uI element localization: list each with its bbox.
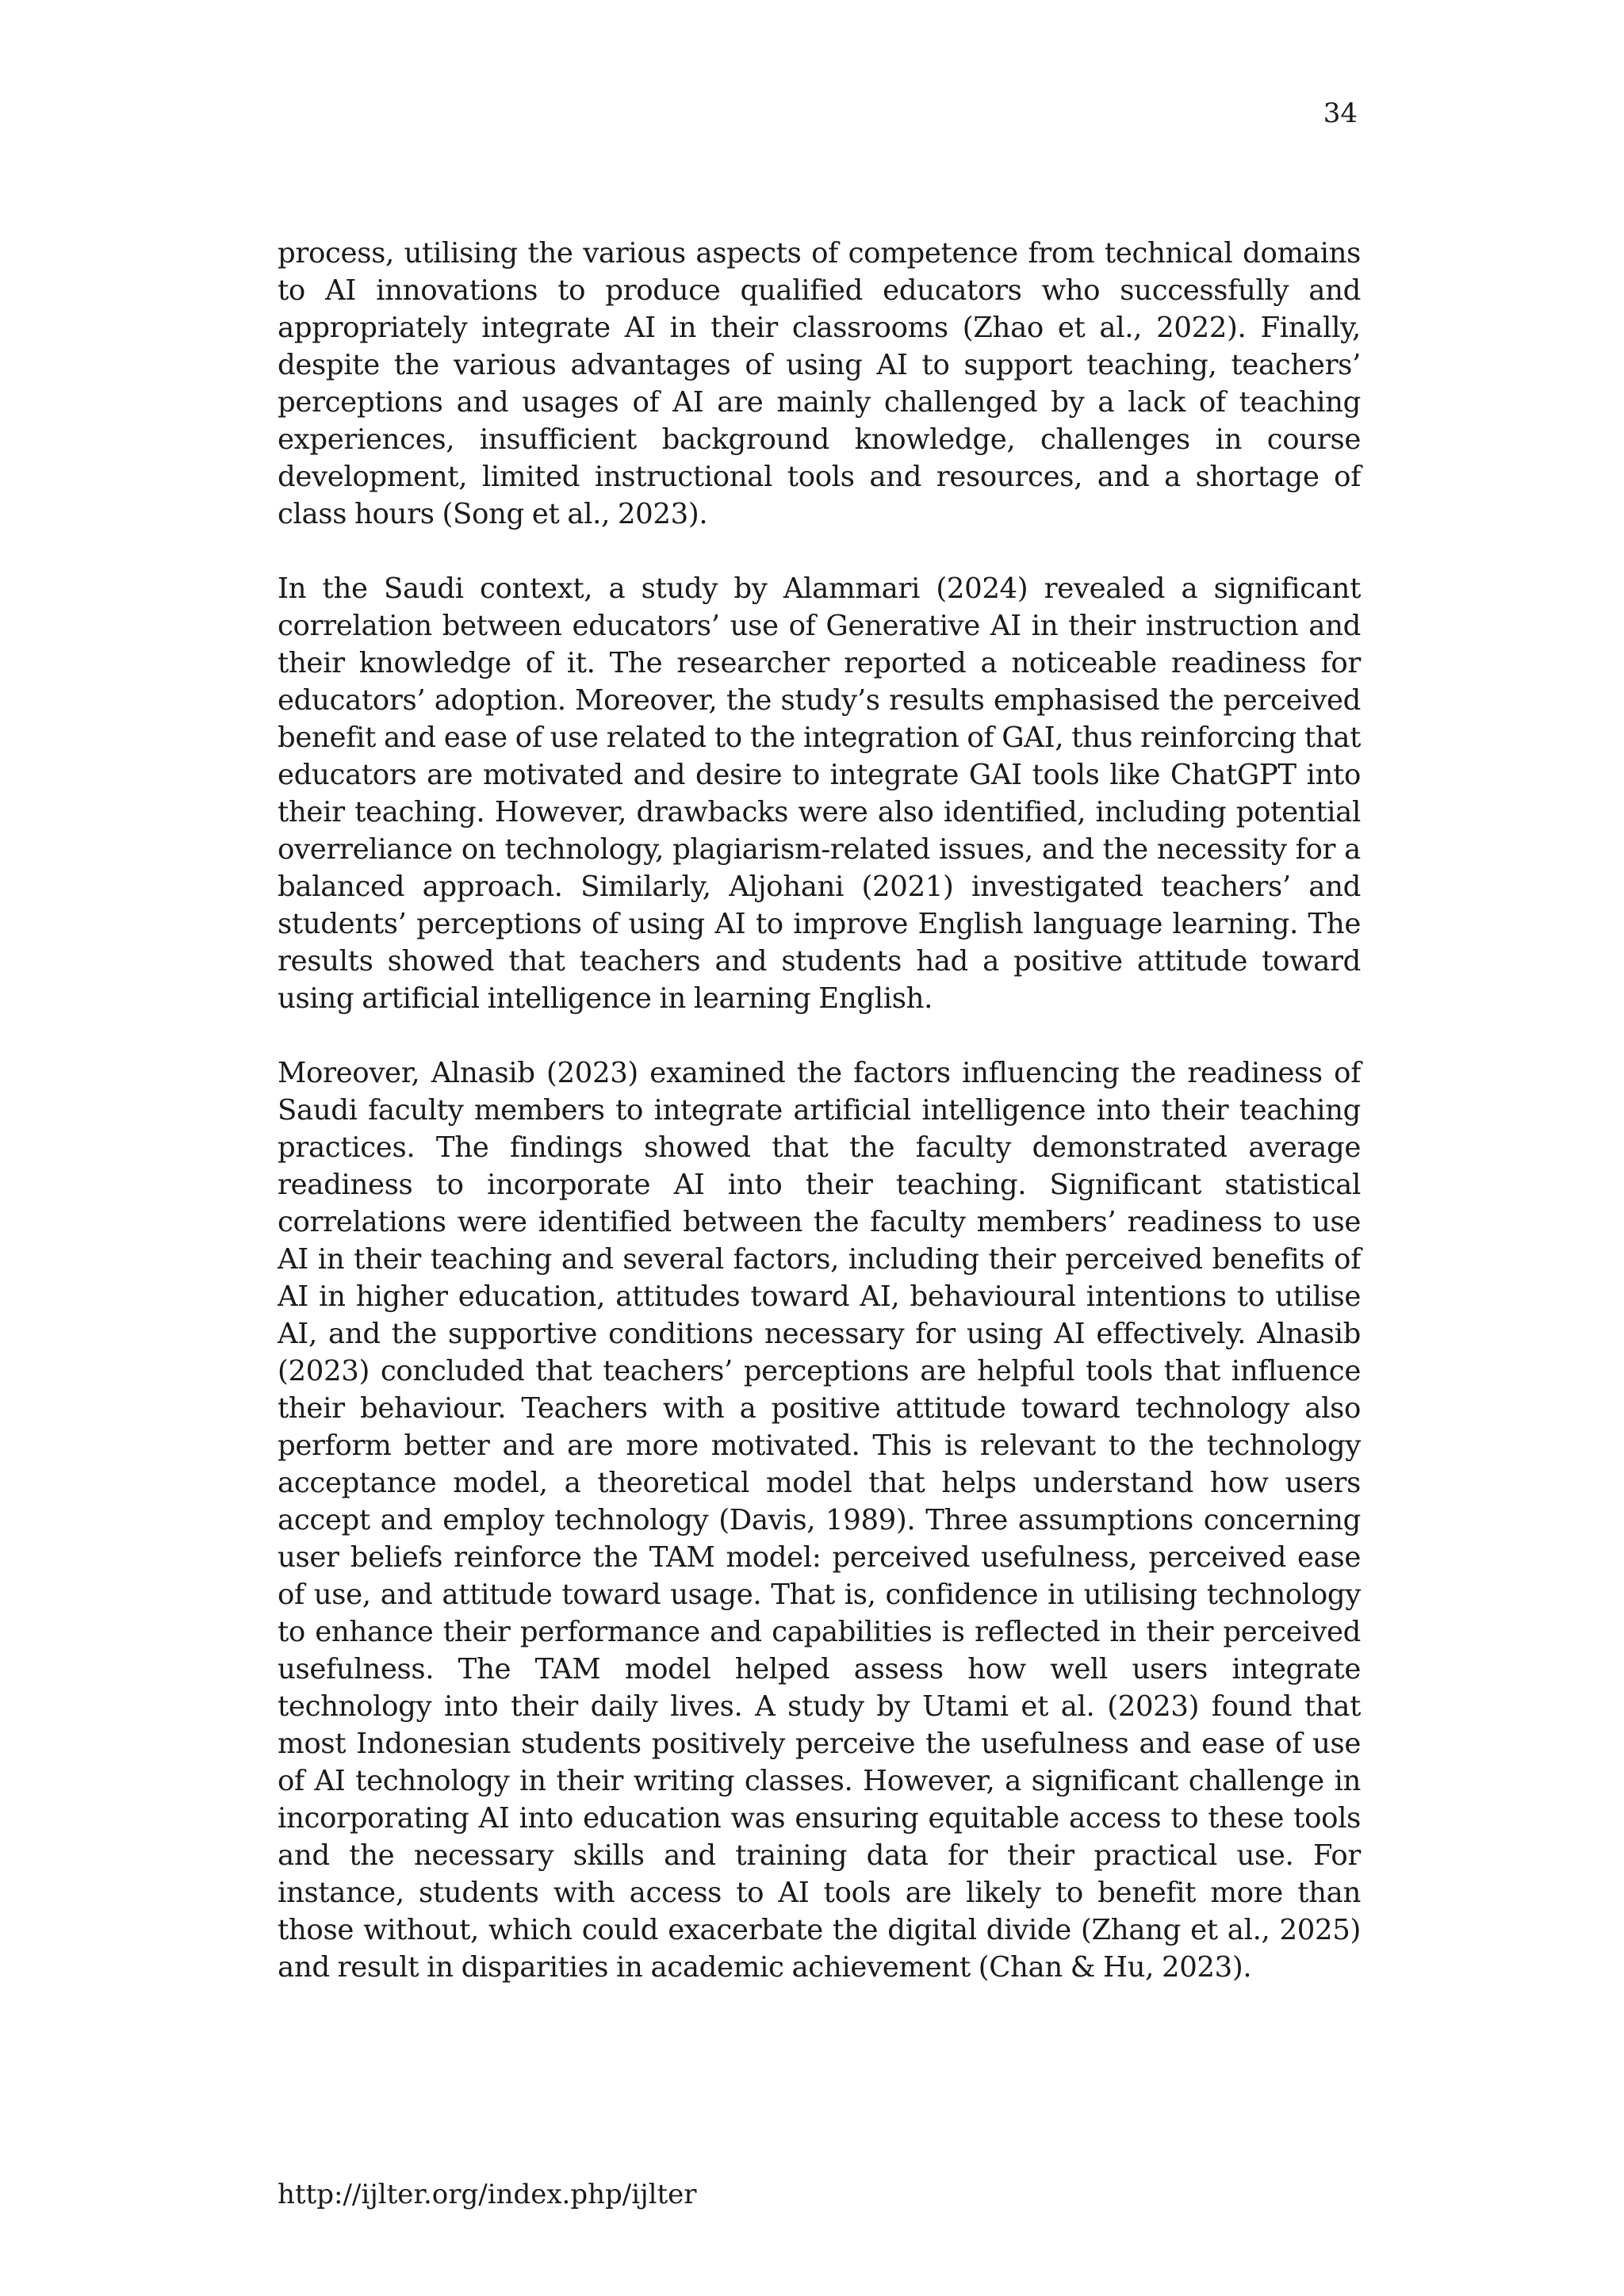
paragraph-2: In the Saudi context, a study by Alammari (2024) revealed a significant correlation between educators’ use of Generative AI in their instruction and their knowledge of it. The researcher reported a noticeable readiness for educators’ adoption. Moreover, the study’s results emphasised the perceived benefit and ease of use related to the integration of GAI, thus reinforcing that educators are motivated and desire to integrate GAI tools like ChatGPT into their teaching. However, drawbacks were also identified, including potential overreliance on technology, plagiarism-related issues, and the necessity for a balanced approach. Similarly, Aljohani (2021) investigated teachers’ and students’ perceptions of using AI to improve English language learning. The results showed that teachers and students had a positive attitude toward using artificial intelligence in learning English.: [278, 572, 1361, 1015]
footer-url-link[interactable]: http://ijlter.org/index.php/ijlter: [278, 2179, 697, 2210]
paragraph-3: Moreover, Alnasib (2023) examined the factors influencing the readiness of Saudi faculty members to integrate artificial intelligence into their teaching practices. The findings showed that the faculty demonstrated average readiness to incorporate AI into their teaching. Significant statistical correlations were identified between the faculty members’ readiness to use AI in their teaching and several factors, including their perceived benefits of AI in higher education, attitudes toward AI, behavioural intentions to utilise AI, and the supportive conditions necessary for using AI effectively. Alnasib (2023) concluded that teachers’ perceptions are helpful tools that influence their behaviour. Teachers with a positive attitude toward technology also perform better and are more motivated. This is relevant to the technology acceptance model, a theoretical model that helps understand how users accept and employ technology (Davis, 1989). Three assumptions concerning user beliefs reinforce the TAM model: perceived usefulness, perceived ease of use, and attitude toward usage. That is, confidence in utilising technology to enhance their performance and capabilities is reflected in their perceived usefulness. The TAM model helped assess how well users integrate technology into their daily lives. A study by Utami et al. (2023) found that most Indonesian students positively perceive the usefulness and ease of use of AI technology in their writing classes. However, a significant challenge in incorporating AI into education was ensuring equitable access to these tools and the necessary skills and training data for their practical use. For instance, students with access to AI tools are likely to benefit more than those without, which could exacerbate the digital divide (Zhang et al., 2025) and result in disparities in academic achievement (Chan & Hu, 2023).: [278, 1057, 1361, 1984]
paragraph-1: process, utilising the various aspects of competence from technical domains to AI innovations to produce qualified educators who successfully and appropriately integrate AI in their classrooms (Zhao et al., 2022). Finally, despite the various advantages of using AI to support teaching, teachers’ perceptions and usages of AI are mainly challenged by a lack of teaching experiences, insufficient background knowledge, challenges in course development, limited instructional tools and resources, and a shortage of class hours (Song et al., 2023).: [278, 237, 1361, 530]
body-text: [278, 235, 1361, 1986]
page-number: 34: [1323, 98, 1358, 129]
